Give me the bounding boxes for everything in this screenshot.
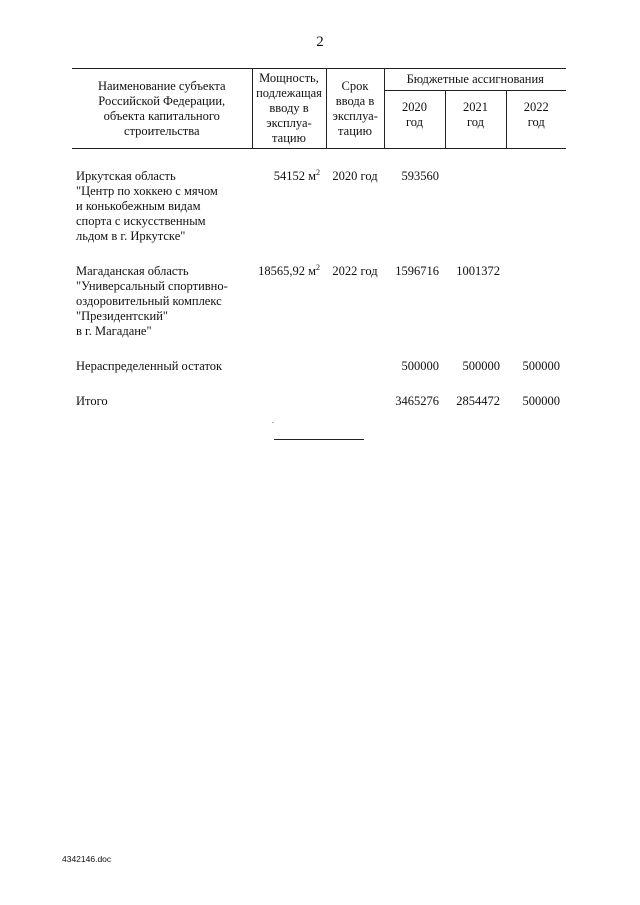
header-year-2020: 2020 год: [384, 90, 445, 148]
unallocated-row: [72, 359, 566, 374]
row-name: Иркутская область "Центр по хоккею с мячом и конькобежным видам спорта с искусственным льдом в г. Иркутске": [76, 169, 218, 243]
row-capacity: 18565,92 $м^2$: [258, 263, 320, 278]
end-rule: [274, 439, 364, 440]
budget-table: [72, 68, 566, 409]
header-year-2021: 2021 год: [445, 90, 506, 148]
header-capacity: Мощность, подлежащая вводу в эксплуа-тацию: [252, 69, 326, 149]
total-row: [72, 394, 566, 409]
total-2020: 3465276: [395, 394, 439, 408]
stray-dot: .: [272, 416, 274, 425]
row-term: 2020 год: [332, 169, 378, 183]
footer-filename: 4342146.doc: [62, 854, 112, 864]
row-name: Магаданская область "Универсальный спортивно- оздоровительный комплекс "Президентский" в г. Магадане": [76, 264, 228, 338]
header-term: Срок ввода в эксплуа-тацию: [326, 69, 384, 149]
row-2021: 1001372: [456, 264, 500, 278]
unallocated-2022: 500000: [522, 359, 561, 373]
header-budget: Бюджетные ассигнования: [384, 69, 566, 91]
unallocated-2020: 500000: [401, 359, 439, 373]
budget-table-container: [72, 68, 566, 409]
total-2021: 2854472: [456, 394, 500, 408]
unallocated-2021: 500000: [462, 359, 500, 373]
row-2020: 593560: [401, 169, 439, 183]
page-number: 2: [316, 34, 324, 50]
row-2021: [445, 169, 506, 244]
total-2022: 500000: [522, 394, 561, 408]
row-2022: [506, 169, 566, 244]
row-term: 2022 год: [332, 264, 378, 278]
table-row: [72, 264, 566, 339]
header-name: Наименование субъекта Российской Федерации, объекта капитального строительства: [72, 69, 252, 149]
row-capacity: 54152 $м^2$: [273, 168, 320, 183]
row-2022: [506, 264, 566, 339]
table-row: [72, 169, 566, 244]
header-year-2022: 2022 год: [506, 90, 566, 148]
total-label: Итого: [76, 394, 108, 408]
row-2020: 1596716: [395, 264, 439, 278]
unallocated-label: Нераспределенный остаток: [76, 359, 223, 373]
